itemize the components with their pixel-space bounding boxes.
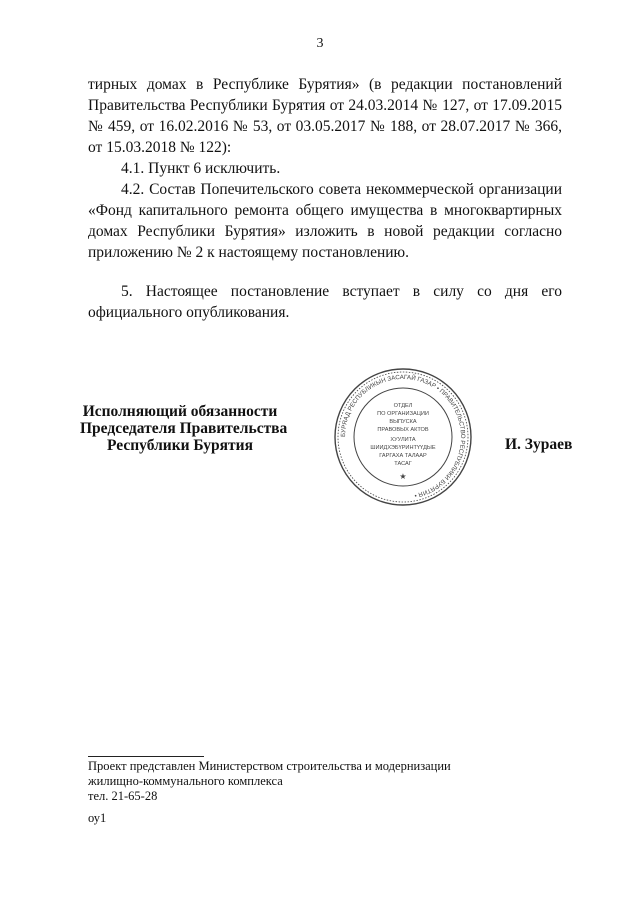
footnote-divider xyxy=(88,756,204,757)
seal-text-line: ОТДЕЛ xyxy=(393,403,413,409)
seal-text-line: ПРАВОВЫХ АКТОВ xyxy=(377,427,429,433)
footnote-phone: тел. 21-65-28 xyxy=(88,789,158,803)
paragraph-item-4-2: 4.2. Состав Попечительского совета некоммерческой организации «Фонд капитального ремонта общего имущества в многоквартирных домах Республики Бурятия» изложить в новой редакции согласно приложению № 2 к настоящему постановлению. xyxy=(88,181,562,261)
signatory-title-line: Республики Бурятия xyxy=(107,437,253,454)
seal-text-line: ШИИДХЭБҮРИНТҮҮДЫЕ xyxy=(370,445,436,451)
paragraph-item-4-1: 4.1. Пункт 6 исключить. xyxy=(121,160,281,177)
paragraph-continuation: тирных домах в Республике Бурятия» (в редакции постановлений Правительства Республики Бурятия от 24.03.2014 № 127, от 17.09.2015 № 459, от 16.02.2016 № 53, от 03.05.2017 № 188, от 28.07.2017 № 366, от 15.03.2018 № 122): xyxy=(88,76,562,156)
signatory-name: И. Зураев xyxy=(505,436,573,453)
page-number: 3 xyxy=(316,36,324,51)
seal-text-line: ВЫПУСКА xyxy=(389,419,417,425)
seal-text-line: ТАСАГ xyxy=(394,461,412,467)
seal-text-line: ХУУЛИТА xyxy=(390,437,416,443)
seal-text-line: ГАРГАХА ТАЛААР xyxy=(379,453,427,459)
signatory-title-line: Председателя Правительства xyxy=(80,420,288,437)
document-code: оу1 xyxy=(88,811,107,825)
signatory-title-line: Исполняющий обязанности xyxy=(82,403,278,420)
footnote-line: Проект представлен Министерством строительства и модернизации xyxy=(88,759,451,773)
footnote-line: жилищно-коммунального комплекса xyxy=(88,774,283,788)
footnote xyxy=(88,759,488,804)
seal-text-line: ПО ОРГАНИЗАЦИИ xyxy=(377,411,429,417)
seal-outer-text: БУРЯАД РЕСПУБЛИКЫН ЗАСАГАЙ ГАЗАР • ПРАВИТЕЛЬСТВО РЕСПУБЛИКИ БУРЯТИЯ • xyxy=(339,373,467,499)
signatory-title xyxy=(80,403,288,454)
star-icon: ★ xyxy=(399,472,407,481)
document-body xyxy=(88,74,562,323)
paragraph-item-5: 5. Настоящее постановление вступает в силу со дня его официального опубликования. xyxy=(88,283,562,321)
official-seal-stamp xyxy=(333,367,473,507)
